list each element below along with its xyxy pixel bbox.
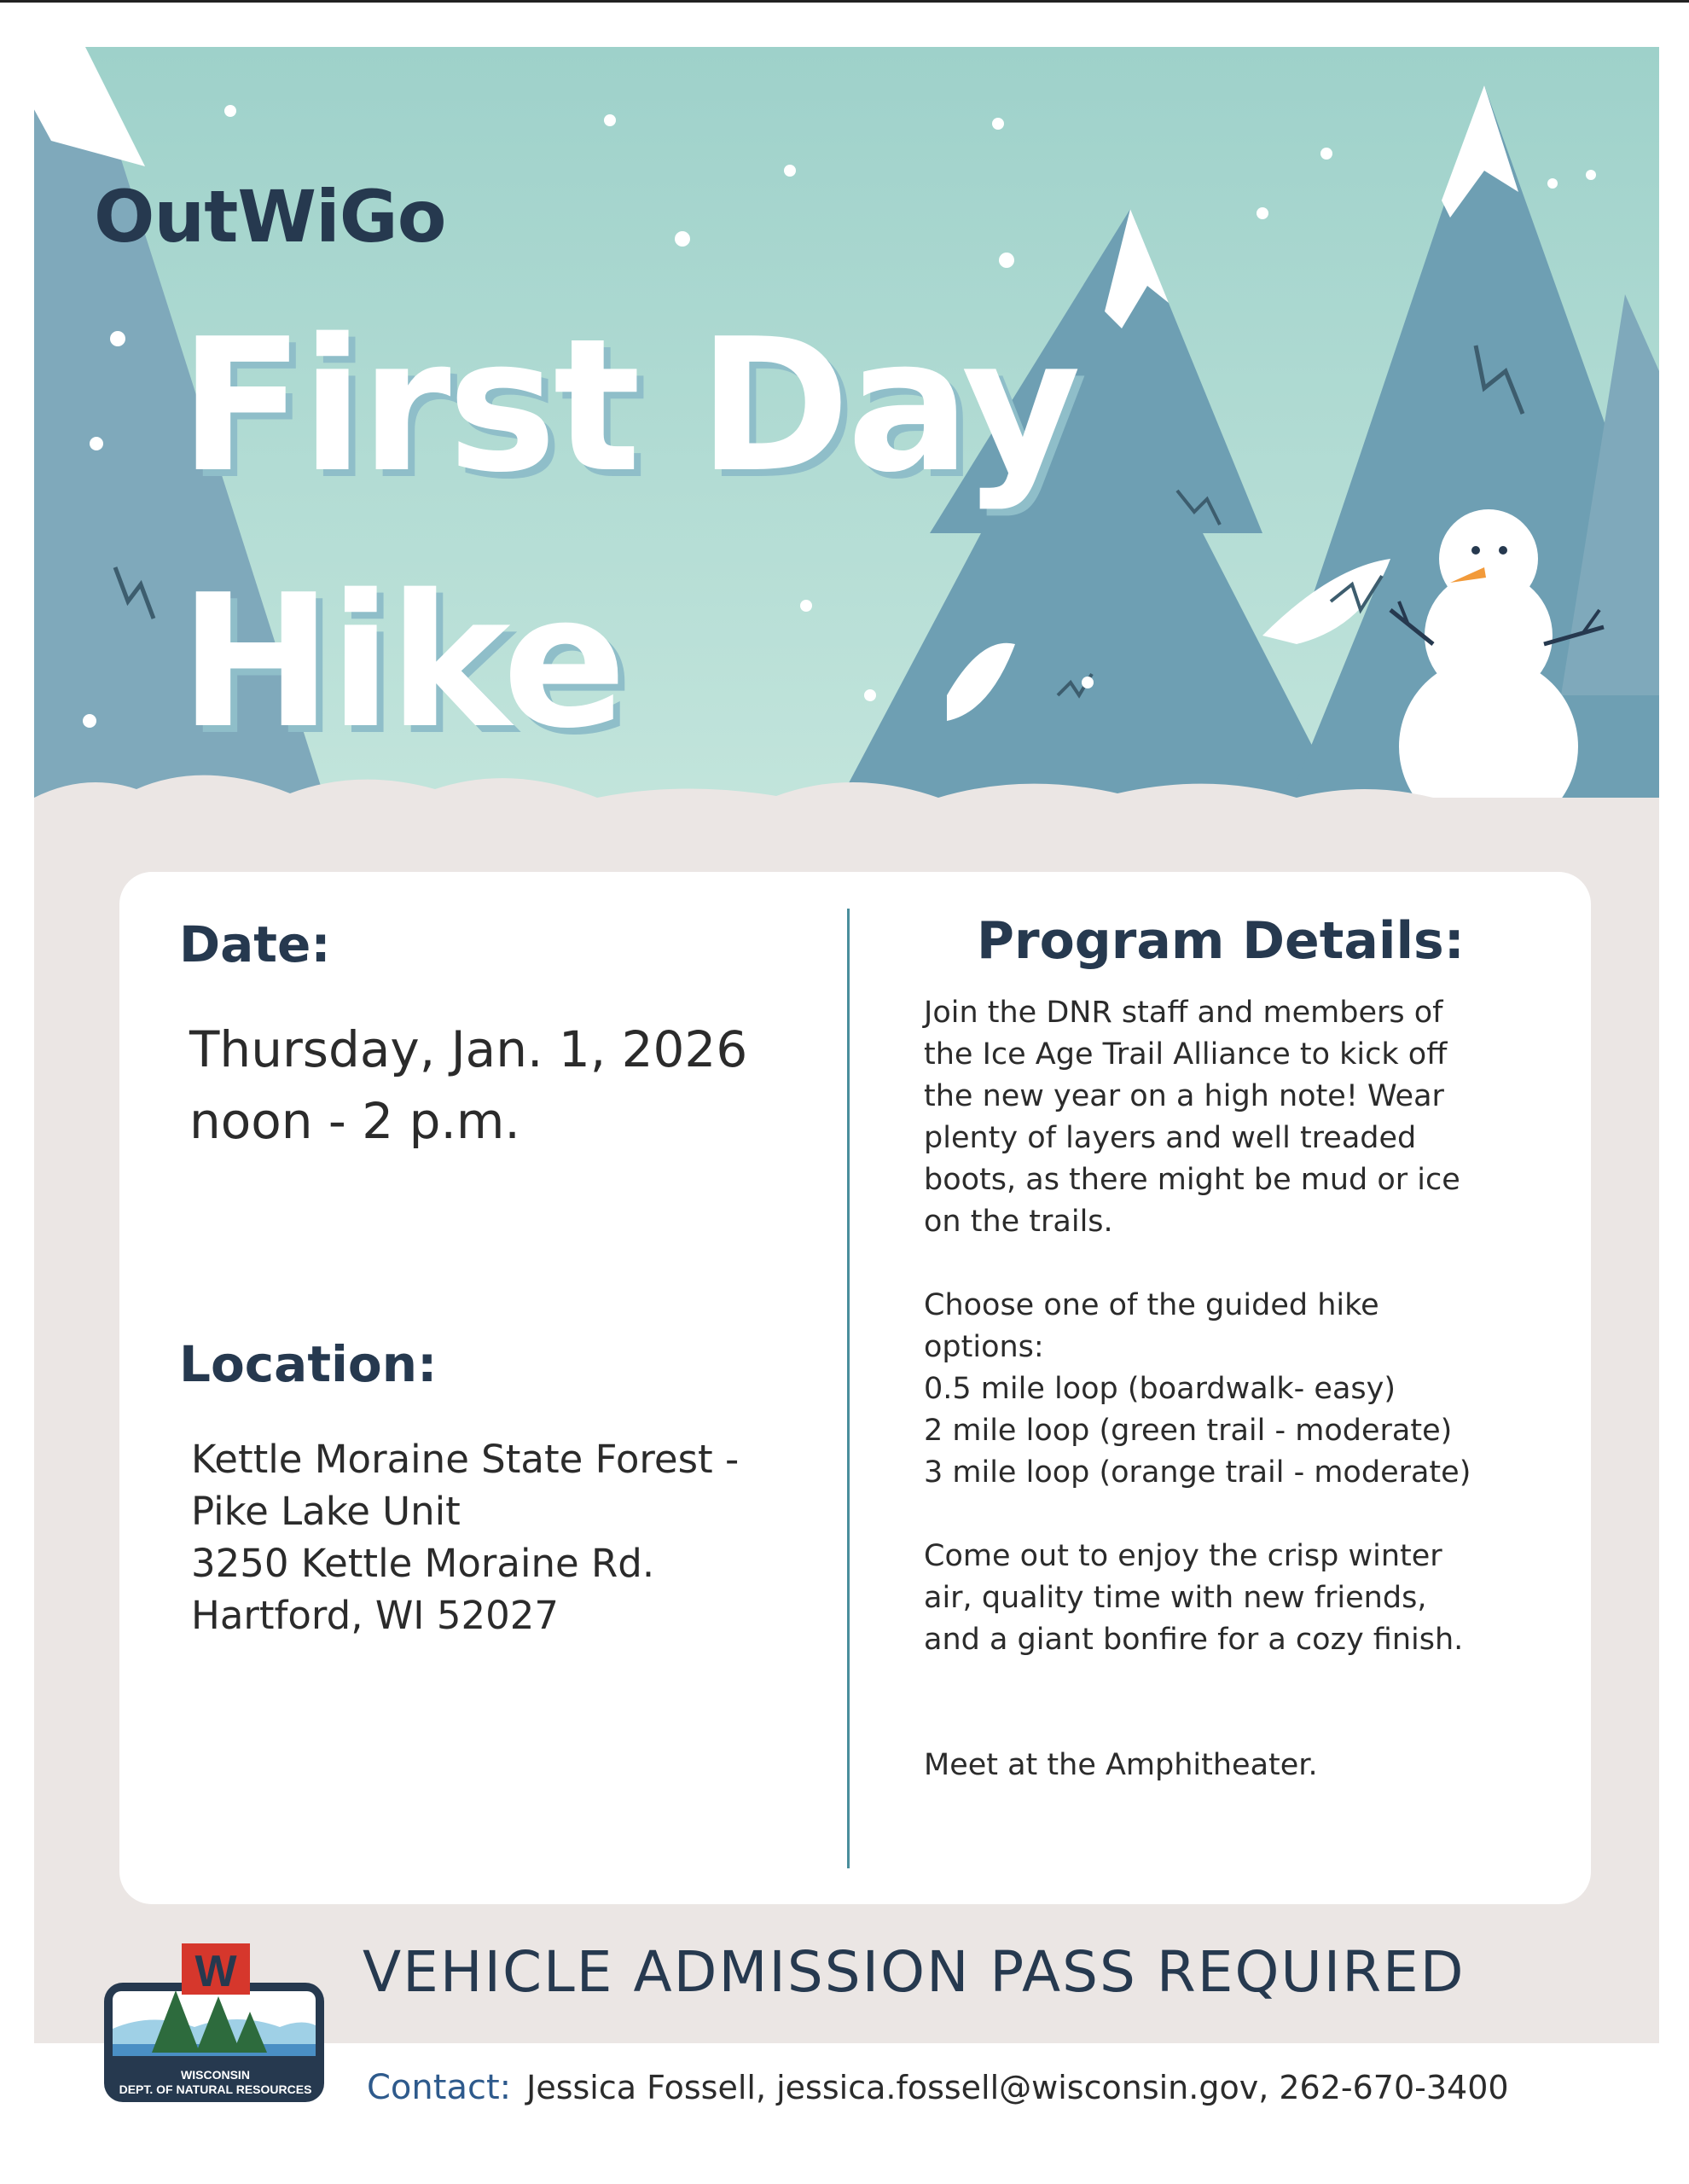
details-line: Meet at the Amphitheater. xyxy=(924,1748,1318,1782)
details-paragraph-meet xyxy=(924,1745,1538,1786)
brand-text: OutWiGo xyxy=(94,175,446,258)
hike-option: 3 mile loop (orange trail - moderate) xyxy=(924,1455,1471,1490)
location-address xyxy=(191,1433,739,1641)
vehicle-pass-notice: VEHICLE ADMISSION PASS REQUIRED xyxy=(363,1939,1466,2005)
program-details-heading: Program Details: xyxy=(977,911,1465,971)
details-line: the new year on a high note! Wear xyxy=(924,1079,1444,1113)
address-line: Pike Lake Unit xyxy=(191,1489,461,1534)
details-line: and a giant bonfire for a cozy finish. xyxy=(924,1623,1464,1657)
location-heading: Location: xyxy=(179,1335,438,1393)
title-line-1: First Day xyxy=(179,299,1078,513)
time-line: noon - 2 p.m. xyxy=(189,1092,520,1150)
details-line: options: xyxy=(924,1330,1044,1364)
svg-text:W: W xyxy=(194,1947,237,1996)
details-paragraph-intro xyxy=(924,992,1538,1243)
hike-option: 0.5 mile loop (boardwalk- easy) xyxy=(924,1372,1396,1406)
hike-option: 2 mile loop (green trail - moderate) xyxy=(924,1414,1453,1448)
details-paragraph-closing xyxy=(924,1536,1538,1661)
outwigo-logo xyxy=(94,175,445,258)
address-line: Hartford, WI 52027 xyxy=(191,1593,560,1638)
contact-details: Jessica Fossell, jessica.fossell@wisconsin.gov, 262-670-3400 xyxy=(526,2069,1509,2106)
details-paragraph-options xyxy=(924,1285,1538,1494)
details-line: boots, as there might be mud or ice xyxy=(924,1163,1460,1197)
title-line-2: Hike xyxy=(179,555,624,769)
details-line: plenty of layers and well treaded xyxy=(924,1121,1417,1155)
details-line: the Ice Age Trail Alliance to kick off xyxy=(924,1037,1448,1072)
address-line: Kettle Moraine State Forest - xyxy=(191,1437,740,1482)
details-line: Come out to enjoy the crisp winter xyxy=(924,1539,1442,1573)
dnr-logo-text-line2: DEPT. OF NATURAL RESOURCES xyxy=(119,2082,312,2096)
date-line: Thursday, Jan. 1, 2026 xyxy=(189,1020,748,1078)
details-line: air, quality time with new friends, xyxy=(924,1581,1427,1615)
date-value xyxy=(189,1014,747,1157)
program-details-body xyxy=(924,992,1538,1828)
dnr-logo-text-line1: WISCONSIN xyxy=(181,2068,250,2082)
date-heading: Date: xyxy=(179,915,331,973)
details-line: on the trails. xyxy=(924,1205,1113,1239)
address-line: 3250 Kettle Moraine Rd. xyxy=(191,1541,655,1586)
top-rule xyxy=(0,0,1689,3)
contact-label: Contact: xyxy=(367,2068,512,2107)
contact-line xyxy=(367,2068,1509,2107)
details-line: Choose one of the guided hike xyxy=(924,1288,1379,1322)
details-line: Join the DNR staff and members of xyxy=(924,996,1443,1030)
column-divider xyxy=(847,909,850,1868)
